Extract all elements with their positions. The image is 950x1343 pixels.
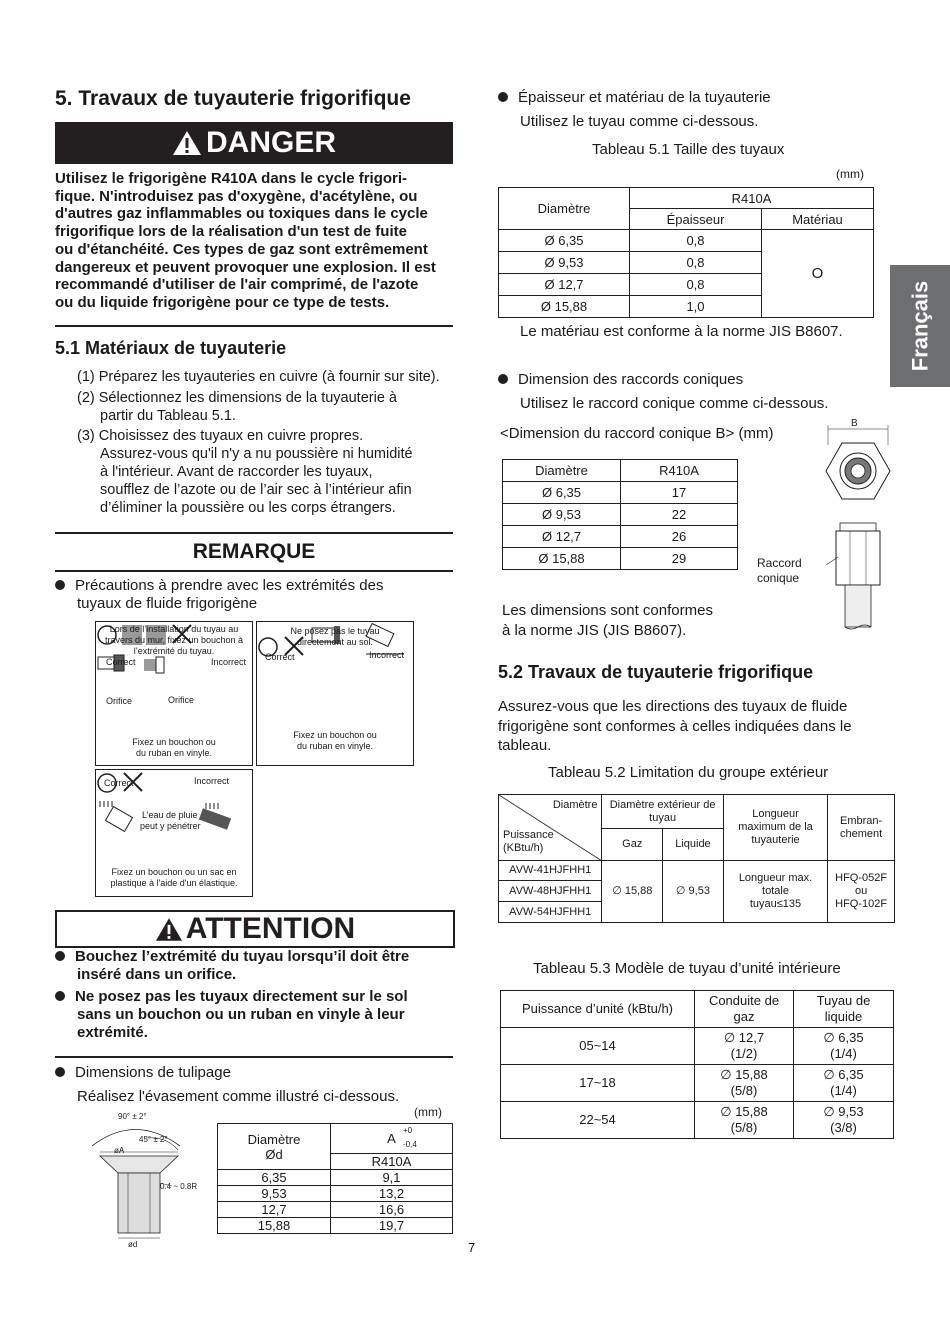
flare-angle-2: 45° ± 2°	[139, 1135, 168, 1144]
table-cell: 16,6	[331, 1202, 453, 1218]
danger-text	[55, 170, 455, 312]
flare-phi-d: ød	[128, 1240, 138, 1249]
table-header: Embran-	[840, 814, 883, 827]
danger-label: DANGER	[205, 126, 336, 159]
flare-phi-a: øA	[114, 1146, 125, 1155]
table-cell: (1/4)	[830, 1083, 857, 1098]
table-cell: Ø 15,88	[499, 296, 630, 318]
tulip-bullet	[55, 1064, 455, 1106]
section-title: 5. Travaux de tuyauterie frigorifique	[55, 87, 411, 110]
table-cell: 29	[621, 548, 738, 570]
table-header: liquide	[824, 1009, 863, 1024]
table-cell: 0,8	[630, 274, 762, 296]
table-header: R410A	[621, 460, 738, 482]
fig-text: plastique à l'aide d'un élastique.	[110, 878, 238, 888]
table-header: maximum de la	[738, 821, 813, 833]
table-cell: Ø 12,7	[499, 274, 630, 296]
s52-text-line: frigorigène sont conformes à celles indiquées dans le	[498, 717, 852, 735]
materials-list	[77, 369, 457, 517]
warning-icon	[172, 130, 202, 156]
table-header: Liquide	[663, 829, 724, 861]
table-5-1	[498, 187, 874, 318]
table-cell: (1/2)	[730, 1046, 758, 1061]
fig-text: peut y pénétrer	[140, 821, 201, 831]
table-cell: 17	[621, 482, 738, 504]
fig-text: Incorrect	[211, 657, 247, 667]
cone-table	[502, 459, 738, 570]
fig-text: Fixez un bouchon ou un sac en	[111, 867, 237, 877]
table-cell: O	[762, 230, 874, 318]
table-cell: Ø 6,35	[499, 230, 630, 252]
cone-bullet	[498, 371, 878, 413]
attention-banner	[55, 910, 455, 948]
figure-ground-pipe	[256, 621, 414, 766]
fig-text: Correct	[265, 652, 295, 662]
bullet-text: Utilisez le tuyau comme ci-dessous.	[520, 113, 759, 130]
table-cell: 26	[621, 526, 738, 548]
table-cell: ∅ 15,88	[602, 861, 663, 923]
table-cell: ou	[854, 885, 868, 897]
table-cell: Ø 6,35	[503, 482, 621, 504]
remarque-heading: REMARQUE	[192, 540, 316, 563]
table-header: tuyauterie	[751, 834, 800, 846]
table-cell: 9,53	[218, 1186, 331, 1202]
table-cell: 13,2	[331, 1186, 453, 1202]
table-header: chement	[840, 827, 883, 840]
table-5-2	[498, 794, 895, 923]
attention-label: ATTENTION	[185, 912, 356, 945]
danger-line: frigorifique lors de la réalisation d'un test de fuite	[55, 223, 407, 241]
bullet-text: sans un bouchon ou un ruban en vinyle à leur	[77, 1006, 405, 1023]
table-cell: (5/8)	[730, 1120, 758, 1135]
list-item: (2) Sélectionnez les dimensions de la tuyauterie à	[77, 389, 397, 406]
table-header: Diamètre	[552, 799, 598, 811]
subsection-title-5-1: 5.1 Matériaux de tuyauterie	[55, 338, 287, 358]
table-5-1-caption: Tableau 5.1 Taille des tuyaux	[592, 141, 785, 158]
flare-nut-diagram	[818, 415, 898, 640]
bullet-icon	[55, 580, 65, 590]
table-header: Diamètre extérieur de	[609, 798, 716, 811]
page-number: 7	[468, 1240, 476, 1255]
cone-note-line: à la norme JIS (JIS B8607).	[502, 622, 687, 639]
bullet-text: Réalisez l'évasement comme illustré ci-dessous.	[77, 1088, 400, 1105]
list-item: (3) Choisissez des tuyaux en cuivre propres.	[77, 428, 364, 445]
table-cell: 9,1	[331, 1170, 453, 1186]
fig-text: Fixez un bouchon ou	[293, 730, 377, 740]
nut-label-line: Raccord	[757, 556, 802, 570]
fig-text: Ne posez pas le tuyau	[290, 626, 380, 636]
table-cell: Longueur max.	[738, 872, 813, 884]
table-cell: 22~54	[501, 1102, 695, 1139]
table-cell: AVW-54HJFHH1	[499, 902, 602, 923]
table-cell: HFQ-052F	[835, 872, 888, 884]
danger-line: recommandé d'utiliser de l'air comprimé, de l'azote	[55, 276, 419, 294]
table-cell: ∅ 12,7	[723, 1030, 765, 1045]
danger-line: ou du liquide frigorigène pour ce type de tests.	[55, 293, 390, 311]
table-header: gaz	[733, 1009, 755, 1024]
danger-line: d'autres gaz inflammables ou toxiques dans le cycle	[55, 205, 428, 223]
table-header: Puissance	[503, 829, 554, 841]
table-header: R410A	[331, 1154, 453, 1170]
divider	[55, 325, 453, 327]
fig-text: l’extrémité du tuyau.	[133, 646, 215, 656]
language-tab[interactable]	[890, 265, 950, 387]
table-cell: 22	[621, 504, 738, 526]
table-5-3-caption: Tableau 5.3 Modèle de tuyau d’unité intérieure	[533, 960, 841, 977]
table-header: R410A	[630, 188, 874, 209]
danger-line: dangereux et peuvent provoquer une explosion. Il est	[55, 258, 436, 276]
list-item: partir du Tableau 5.1.	[100, 407, 236, 424]
flare-radius: 0.4 ~ 0.8R	[160, 1182, 198, 1191]
table-header: -0,4	[403, 1140, 417, 1149]
nut-label	[757, 556, 802, 586]
table-cell: 05~14	[501, 1028, 695, 1065]
cone-note	[502, 601, 713, 641]
fig-text: Orifice	[106, 696, 133, 706]
table-5-2-caption: Tableau 5.2 Limitation du groupe extérieur	[548, 764, 829, 781]
table-header: Puissance d’unité (kBtu/h)	[501, 991, 695, 1028]
list-item: (1) Préparez les tuyauteries en cuivre (à fournir sur site).	[77, 369, 440, 385]
table-5-1-note: Le matériau est conforme à la norme JIS B8607.	[520, 323, 843, 340]
bullet-text: Épaisseur et matériau de la tuyauterie	[518, 89, 771, 106]
table-cell: 6,35	[218, 1170, 331, 1186]
table-header: (KBtu/h)	[503, 842, 544, 854]
bullet-text: inséré dans un orifice.	[77, 966, 237, 983]
table-cell: (3/8)	[830, 1120, 857, 1135]
table-cell: AVW-41HJFHH1	[499, 861, 602, 881]
table-cell: (1/4)	[830, 1046, 857, 1061]
fig-text: du ruban en vinyle.	[135, 748, 213, 758]
warning-icon	[155, 917, 183, 942]
flare-diagram	[80, 1108, 210, 1253]
divider	[55, 1056, 453, 1058]
table-cell: Ø 15,88	[503, 548, 621, 570]
tulip-table	[217, 1123, 453, 1234]
bullet-icon	[55, 991, 65, 1001]
list-item: Assurez-vous qu'il n'y a nu poussière ni humidité	[100, 446, 413, 463]
table-cell: AVW-48HJFHH1	[499, 881, 602, 902]
table-header: Ød	[265, 1146, 283, 1162]
danger-line: fique. N'introduisez pas d'oxygène, d'acétylène, ou	[55, 187, 418, 205]
table-header: Conduite de	[708, 993, 780, 1008]
list-item: soufflez de l’azote ou de l’air sec à l’intérieur afin	[100, 481, 412, 498]
table-cell: Ø 9,53	[499, 252, 630, 274]
bullet-text: Dimension des raccords coniques	[518, 371, 744, 388]
bullet-text: Utilisez le raccord conique comme ci-dessous.	[520, 395, 829, 412]
fig-text: Correct	[106, 657, 136, 667]
table-cell: 12,7	[218, 1202, 331, 1218]
table-header: Diamètre	[499, 188, 630, 230]
s52-text-line: Assurez-vous que les directions des tuyaux de fluide	[498, 698, 848, 715]
divider	[55, 532, 453, 534]
nut-b-label: B	[851, 418, 858, 429]
table-header: +0	[403, 1126, 413, 1135]
table-cell: 1,0	[630, 296, 762, 318]
cone-caption: <Dimension du raccord conique B> (mm)	[500, 425, 774, 442]
fig-text: Incorrect	[369, 650, 405, 660]
table-cell: ∅ 6,35	[823, 1067, 864, 1082]
table-cell: ∅ 6,35	[823, 1030, 864, 1045]
bullet-text: extrémité.	[77, 1024, 148, 1041]
bullet-icon	[498, 374, 508, 384]
figure-wall-pipe	[95, 621, 253, 766]
table-cell: 15,88	[218, 1218, 331, 1234]
cone-note-line: Les dimensions sont conformes	[502, 602, 713, 619]
table-header: Épaisseur	[630, 209, 762, 230]
nut-label-line: conique	[757, 571, 800, 585]
attention-list	[55, 948, 455, 1042]
table-cell: ∅ 9,53	[823, 1104, 864, 1119]
fig-text: Lors de l’installation du tuyau au	[109, 624, 239, 634]
language-tab-label: Français	[907, 280, 932, 372]
flare-angle: 90° ± 2°	[118, 1112, 147, 1121]
fig-text: L’eau de pluie	[142, 810, 198, 820]
s52-text	[498, 697, 852, 756]
fig-text: directement au sol.	[296, 637, 374, 647]
danger-line: Utilisez le frigorigène R410A dans le cycle frigori-	[55, 170, 408, 187]
table-header: Longueur	[752, 808, 799, 820]
table-cell: Ø 12,7	[503, 526, 621, 548]
table-cell: 0,8	[630, 230, 762, 252]
bullet-text: Dimensions de tulipage	[75, 1064, 231, 1081]
fig-text: du ruban en vinyle.	[296, 741, 374, 751]
table-header: Diamètre	[503, 460, 621, 482]
table-cell: ∅ 15,88	[720, 1067, 768, 1082]
table-header: Gaz	[602, 829, 663, 861]
fig-text: Fixez un bouchon ou	[132, 737, 216, 747]
table-cell: 19,7	[331, 1218, 453, 1234]
divider	[55, 570, 453, 572]
table-cell: totale	[762, 885, 789, 897]
bullet-text: Ne posez pas les tuyaux directement sur le sol	[75, 988, 408, 1005]
figure-rain-pipe	[95, 769, 253, 897]
table-cell: ∅ 9,53	[663, 861, 724, 923]
table-5-3	[500, 990, 894, 1139]
bullet-text: tuyaux de fluide frigorigène	[77, 595, 258, 612]
s52-text-line: tableau.	[498, 737, 552, 754]
fig-text: Orifice	[168, 695, 195, 705]
list-item: d’éliminer la poussière ou les corps étrangers.	[100, 499, 396, 516]
table-header: tuyau	[649, 811, 677, 824]
fig-text: Correct	[104, 778, 134, 788]
table-cell: 0,8	[630, 252, 762, 274]
table-header: Matériau	[762, 209, 874, 230]
table-header: Diamètre	[247, 1131, 301, 1147]
table-cell: (5/8)	[730, 1083, 758, 1098]
bullet-icon	[498, 92, 508, 102]
table-header: A	[387, 1131, 396, 1146]
remarque-bullet	[55, 577, 455, 613]
danger-line: ou d'étanchéité. Ces types de gaz sont extrêmement	[55, 240, 428, 258]
table-cell: ∅ 15,88	[720, 1104, 768, 1119]
bullet-text: Précautions à prendre avec les extrémités des	[75, 577, 384, 594]
danger-banner	[55, 122, 453, 164]
list-item: à l'intérieur. Avant de raccorder les tuyaux,	[100, 463, 373, 480]
thickness-bullet	[498, 89, 878, 131]
bullet-icon	[55, 1067, 65, 1077]
table-cell: Ø 9,53	[503, 504, 621, 526]
table-cell: 17~18	[501, 1065, 695, 1102]
bullet-icon	[55, 951, 65, 961]
fig-text: Incorrect	[194, 776, 230, 786]
bullet-text: Bouchez l’extrémité du tuyau lorsqu’il doit être	[75, 948, 410, 965]
tulip-unit: (mm)	[414, 1105, 442, 1119]
table-5-1-unit: (mm)	[836, 167, 864, 181]
table-cell: tuyau≤135	[749, 898, 802, 910]
table-header: Tuyau de	[816, 993, 871, 1008]
table-cell: HFQ-102F	[835, 898, 888, 910]
fig-text: travers du mur, fixez un bouchon à	[104, 635, 244, 645]
subsection-title-5-2: 5.2 Travaux de tuyauterie frigorifique	[498, 662, 814, 682]
